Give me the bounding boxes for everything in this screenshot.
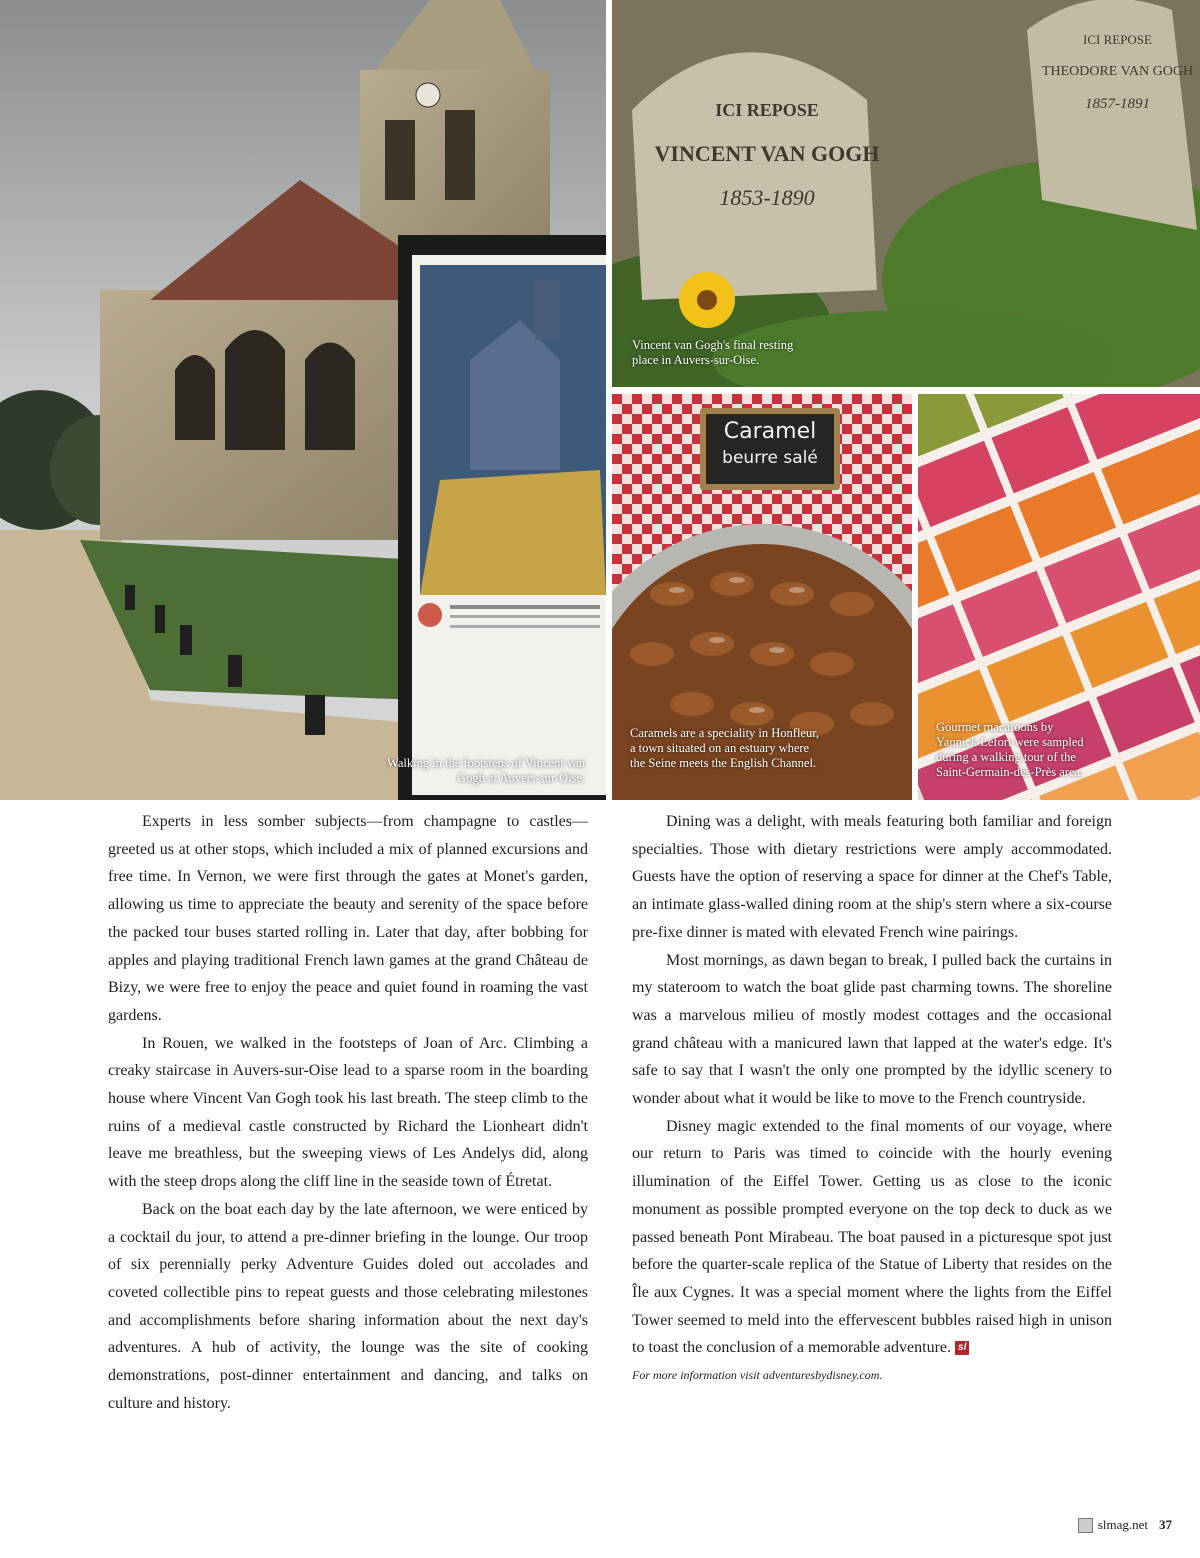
- page-number: 37: [1159, 1517, 1172, 1532]
- end-mark-logo: sl: [955, 1341, 969, 1355]
- article-paragraph: In Rouen, we walked in the footsteps of Joan of Arc. Climbing a creaky staircase in Auvers-sur-Oise lead to a sparse room in the boarding house where Vincent Van Gogh took his last breath. The steep climb to the ruins of a medieval castle constructed by Richard the Lionheart didn't leave me breathless, but the sweeping views of Les Andelys did, along with the steep drops along the cliff line in the seaside town of Étretat.: [108, 1034, 588, 1191]
- vincent-headstone-text: [652, 100, 882, 211]
- grave-photo: [612, 0, 1200, 387]
- vincent-headstone-line3: 1853-1890: [719, 185, 815, 210]
- church-photo: [0, 0, 606, 800]
- article-paragraph: [632, 1113, 1112, 1362]
- article-paragraph: Experts in less somber subjects—from champagne to castles—greeted us at other stops, which included a mix of planned excursions and free time. In Vernon, we were first through the gates at Monet's garden, allowing us time to appreciate the beauty and serenity of the space before the packed tour buses started rolling in. Later that day, after bobbing for apples and playing traditional French lawn games at the grand Château de Bizy, we were free to enjoy the peace and quiet found in roaming the vast gardens.: [108, 813, 588, 1024]
- more-info-line: For more information visit adventuresbydisney.com.: [632, 1368, 883, 1383]
- grave-photo-caption: Vincent van Gogh's final resting place in Auvers-sur-Oise.: [632, 338, 794, 367]
- article-paragraph: Most mornings, as dawn began to break, I pulled back the curtains in my stateroom to watch the boat glide past charming towns. The shoreline was a marvelous milieu of mostly modest cottages and the occasional grand château with a manicured lawn that lapped at the water's edge. It's safe to say that I wasn't the only one prompted by the idyllic scenery to wonder about what it would be like to move to the French countryside.: [632, 951, 1112, 1108]
- site-url: slmag.net: [1097, 1517, 1148, 1532]
- church-photo-caption: Walking in the footsteps of Vincent van Gogh at Auvers-sur-Oise.: [387, 756, 585, 785]
- caramel-sign-line1: Caramel: [723, 419, 817, 444]
- article-left-column: [108, 808, 588, 1417]
- theodore-headstone-line1: ICI REPOSE: [1083, 32, 1152, 47]
- caramel-chalkboard-sign: [706, 418, 834, 470]
- caramel-sign-line2: beurre salé: [722, 448, 818, 468]
- magazine-logo-icon: [1078, 1518, 1093, 1533]
- theodore-headstone-line2: THEODORE VAN GOGH: [1041, 64, 1194, 79]
- page-footer: [1078, 1517, 1172, 1533]
- vincent-headstone-line1: ICI REPOSE: [715, 100, 819, 120]
- article-final-paragraph-text: Disney magic extended to the final moments of our voyage, where our return to Paris was timed to coincide with the hourly evening illumination of the Eiffel Tower. Getting us as close to the iconic monument as possible prompted everyone on the top deck to duck as we passed beneath Pont Mirabeau. The boat paused in a picturesque spot just before the quarter-scale replica of the Statue of Liberty that resides on the Île aux Cygnes. It was a special moment where the lights from the Eiffel Tower seemed to meld into the effervescent bubbles raised high in unison to toast the conclusion of a memorable adventure.: [632, 1117, 1112, 1357]
- article-paragraph: Dining was a delight, with meals featuring both familiar and foreign specialties. Those with dietary restrictions were amply accommodated. Guests have the option of reserving a space for dinner at the Chef's Table, an intimate glass-walled dining room at the ship's stern where a six-course pre-fixe dinner is mated with elevated French wine pairings.: [632, 813, 1112, 941]
- theodore-headstone-text: [1040, 32, 1195, 113]
- macarons-photo-caption: Gourmet macaroons by Yannick Lefort were sampled during a walking tour of the Saint-Germain-des-Près area.: [936, 720, 1084, 779]
- article-paragraph: Back on the boat each day by the late afternoon, we were enticed by a cocktail du jour, to attend a pre-dinner briefing in the lounge. Our troop of six perennially perky Adventure Guides doled out accolades and coveted collectible pins to repeat guests and those celebrating milestones and accomplishments before sharing information about the next day's adventures. A hub of activity, the lounge was the site of cooking demonstrations, post-dinner entertainment and dancing, and talks on culture and history.: [108, 1200, 588, 1412]
- theodore-headstone-line3: 1857-1891: [1085, 96, 1150, 112]
- vincent-headstone-line2: VINCENT VAN GOGH: [654, 141, 880, 166]
- article-right-column: [632, 808, 1112, 1390]
- caramels-photo-caption: Caramels are a speciality in Honfleur, a town situated on an estuary where the Seine meets the English Channel.: [630, 726, 820, 770]
